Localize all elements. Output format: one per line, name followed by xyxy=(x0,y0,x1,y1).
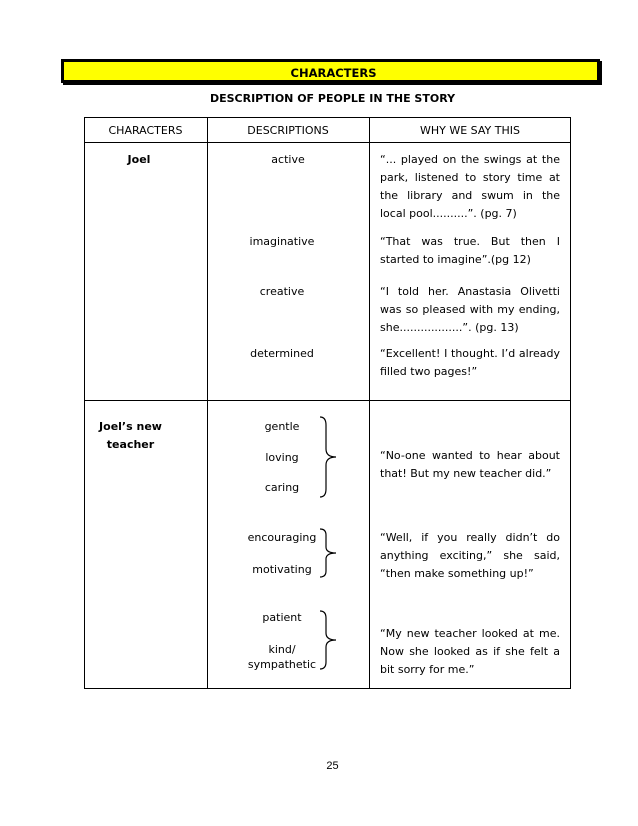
description: patient xyxy=(262,611,302,624)
why-quote: “... played on the swings at the park, listened to story time at the library and swum in the local pool..........”. (pg. 7) xyxy=(380,153,560,220)
page-number: 25 xyxy=(326,760,339,772)
header-descriptions: DESCRIPTIONS xyxy=(247,124,329,137)
why-quote: “That was true. But then I started to imagine”.(pg 12) xyxy=(380,235,560,266)
header-divider xyxy=(84,142,571,143)
header-characters: CHARACTERS xyxy=(108,124,183,137)
column-divider xyxy=(369,117,370,689)
page-subtitle: DESCRIPTION OF PEOPLE IN THE STORY xyxy=(209,92,456,105)
why-quote: “Well, if you really didn’t do anything exciting,” she said, “then make something up!” xyxy=(380,531,560,580)
curly-brace-icon xyxy=(318,527,342,579)
description: active xyxy=(271,153,305,166)
description: gentle xyxy=(264,420,300,433)
why-quote: “Excellent! I thought. I’d already filled two pages!” xyxy=(380,347,560,378)
description: caring xyxy=(264,481,300,494)
character-name: Joel’s new teacher xyxy=(99,420,162,451)
header-why: WHY WE SAY THIS xyxy=(420,124,520,137)
why-quote: “No-one wanted to hear about that! But my new teacher did.” xyxy=(380,449,560,480)
description: creative xyxy=(259,285,305,298)
description: imaginative xyxy=(249,235,315,248)
why-quote: “My new teacher looked at me. Now she looked as if she felt a bit sorry for me.” xyxy=(380,627,560,676)
description: determined xyxy=(250,347,314,360)
banner-title: CHARACTERS xyxy=(290,66,377,80)
description: encouraging xyxy=(247,531,317,544)
description: motivating xyxy=(252,563,312,576)
description: kind/ xyxy=(268,643,296,656)
description: sympathetic xyxy=(247,658,317,671)
curly-brace-icon xyxy=(318,415,342,499)
description: loving xyxy=(265,451,299,464)
column-divider xyxy=(207,117,208,689)
curly-brace-icon xyxy=(318,609,342,671)
row-divider xyxy=(84,400,571,401)
character-name: Joel xyxy=(127,153,151,166)
why-quote: “I told her. Anastasia Olivetti was so pleased with my ending, she..................”. (pg. 13) xyxy=(380,285,560,334)
